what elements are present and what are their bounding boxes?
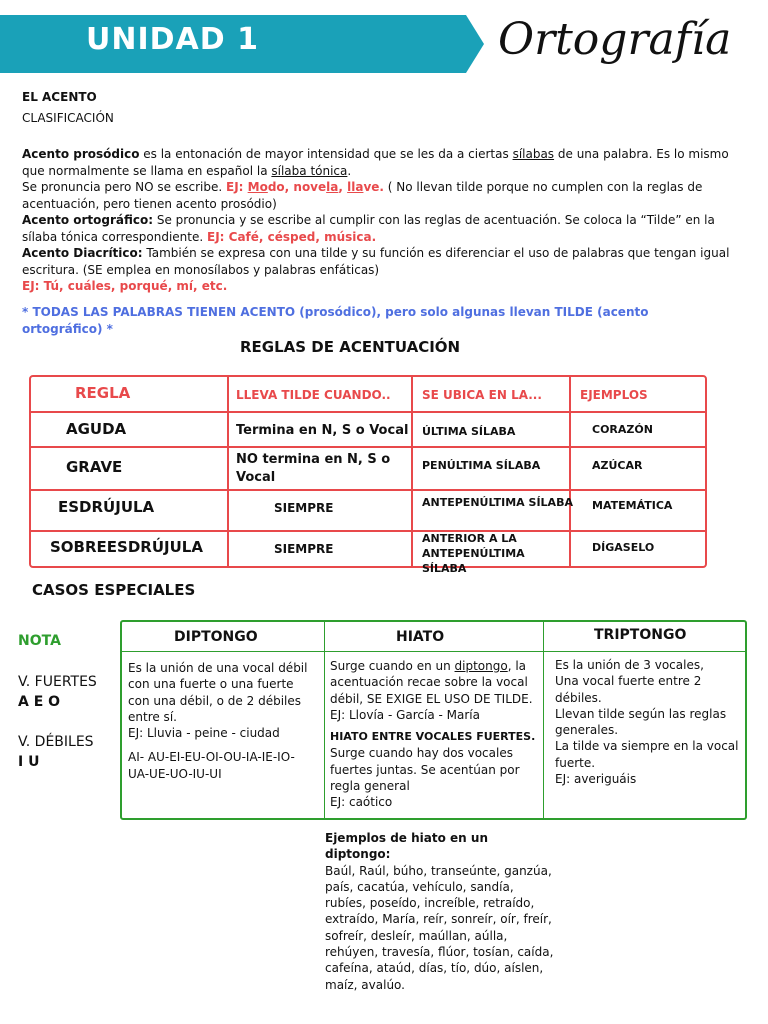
subject-title: Ortografía — [498, 14, 732, 65]
special-cases-title: CASOS ESPECIALES — [32, 581, 196, 599]
hiato-fuertes-text: Surge cuando hay dos vocales fuertes juntas. Se acentúan por regla general — [330, 746, 520, 794]
special-cases-table — [120, 620, 747, 820]
ubica-aguda: ÚLTIMA SÍLABA — [422, 425, 516, 438]
table-divider — [543, 622, 544, 818]
table-divider — [227, 377, 229, 566]
header-tilde: LLEVA TILDE CUANDO.. — [236, 388, 391, 402]
ejemplo-grave: AZÚCAR — [592, 459, 643, 472]
table-divider — [31, 489, 705, 491]
fuertes-value: A E O — [18, 694, 61, 710]
hiato-text — [330, 658, 536, 707]
prosodico-text-2: de una palabra. Es lo mismo que normalmente se llama en español la — [22, 147, 729, 178]
diptongo-body — [128, 660, 314, 782]
header-ubica: SE UBICA EN LA... — [422, 388, 542, 402]
hiato-examples-title: Ejemplos de hiato en un diptongo: — [325, 831, 488, 862]
header-regla: REGLA — [75, 384, 131, 402]
tilde-aguda: Termina en N, S o Vocal — [236, 423, 409, 438]
hiato-title: HIATO — [396, 629, 445, 645]
pronuncia-note: ( No llevan tilde porque no cumplen con la reglas de acentuación, pero tienen acento prosódio) — [22, 180, 703, 211]
hiato-examples — [325, 830, 555, 993]
regla-aguda: AGUDA — [66, 420, 127, 438]
diacritico-label: Acento Diacrítico: — [22, 246, 143, 260]
diptongo-text: Es la unión de una vocal débil con una fuerte o una fuerte con una débil, o de 2 débiles entre sí. — [128, 661, 308, 724]
prosodico-silabas: sílabas — [512, 147, 555, 161]
ubica-sobreesdrujula: ANTERIOR A LA ANTEPENÚLTIMA SÍLABA — [422, 532, 525, 575]
tilde-grave: NO termina en N, S o Vocal — [236, 452, 391, 485]
hiato-diptongo-word: diptongo — [454, 659, 508, 673]
topic-heading: EL ACENTO — [22, 90, 97, 104]
header-ejemplos: EJEMPLOS — [580, 388, 648, 402]
hiato-examples-text: Baúl, Raúl, búho, transeúnte, ganzúa, país, cacatúa, vehículo, sandía, rubíes, poseído, increíble, retraído, extraído, María, reír, sonreír, oír, freír, sofreír, desleír, maúllan, aúlla, rehúyen, travesía, flúor, tosían, caída, cafeína, ataúd, días, tío, dúo, aíslen, maíz, avalúo. — [325, 863, 554, 992]
accent-note: * TODAS LAS PALABRAS TIENEN ACENTO (prosódico), pero solo algunas llevan TILDE (acento ortográfico) * — [22, 305, 649, 336]
ortografico-label: Acento ortográfico: — [22, 213, 154, 227]
diacritico-example: EJ: Tú, cuáles, porqué, mí, etc. — [22, 279, 228, 293]
diptongo-combos: AI- AU-EI-EU-OI-OU-IA-IE-IO-UA-UE-UO-IU-UI — [128, 750, 295, 781]
triptongo-line: Llevan tilde según las reglas generales. — [555, 706, 727, 738]
ubica-esdrujula: ANTEPENÚLTIMA SÍLABA — [422, 496, 573, 509]
pronuncia-examples — [226, 180, 384, 194]
rules-title: REGLAS DE ACENTUACIÓN — [240, 338, 461, 356]
note-label: NOTA — [18, 633, 61, 649]
ejemplo-esdrujula: MATEMÁTICA — [592, 499, 673, 512]
hiato-body — [330, 658, 536, 811]
fuertes-label: V. FUERTES — [18, 674, 97, 690]
rules-table — [29, 375, 707, 575]
triptongo-body — [555, 657, 739, 787]
unit-title: UNIDAD 1 — [86, 22, 259, 57]
hiato-fuertes-example: EJ: caótico — [330, 795, 393, 810]
table-divider — [122, 651, 745, 652]
diacritico-text: También se expresa con una tilde y su función es diferenciar el uso de palabras que tengan igual escritura. (SE emplea en monosílabos y palabras enfáticas) — [22, 246, 730, 277]
triptongo-line: Es la unión de 3 vocales, — [555, 658, 704, 672]
prosodico-text-3: . — [347, 163, 352, 178]
triptongo-title: TRIPTONGO — [594, 627, 687, 643]
hiato-text-1: Surge cuando en un — [330, 659, 455, 673]
diptongo-example: EJ: Lluvia - peine - ciudad — [128, 726, 280, 741]
debiles-label: V. DÉBILES — [18, 734, 94, 750]
silaba-tonica: sílaba tónica — [271, 163, 348, 178]
table-divider — [31, 530, 705, 532]
triptongo-line: Una vocal fuerte entre 2 débiles. — [555, 674, 702, 705]
ej-lla: lla — [347, 180, 364, 194]
ejemplo-aguda: CORAZÓN — [592, 423, 653, 436]
pronuncia-text: Se pronuncia pero NO se escribe. — [22, 180, 226, 194]
triptongo-line: La tilde va siempre en la vocal fuerte. — [555, 739, 739, 770]
tilde-sobreesdrujula: SIEMPRE — [274, 542, 334, 556]
ej-mo: Mo — [247, 180, 268, 194]
hiato-text-2: , la acentuación recae sobre la vocal débil, SE EXIGE EL USO DE TILDE. — [330, 659, 533, 706]
ortografico-text: Se pronuncia y se escribe al cumplir con las reglas de acentuación. Se coloca la “Tilde” en la sílaba tónica correspondiente. — [22, 213, 715, 244]
table-divider — [569, 377, 571, 566]
classification-label: CLASIFICACIÓN — [22, 111, 114, 125]
table-divider — [31, 411, 705, 413]
regla-esdrujula: ESDRÚJULA — [58, 498, 155, 516]
table-divider — [411, 377, 413, 566]
debiles-value: I U — [18, 754, 40, 770]
prosodico-text: es la entonación de mayor intensidad que se les da a ciertas — [139, 147, 513, 161]
diptongo-title: DIPTONGO — [174, 629, 258, 645]
ortografico-example: EJ: Café, césped, música. — [207, 229, 377, 244]
hiato-fuertes-title: HIATO ENTRE VOCALES FUERTES. — [330, 730, 536, 744]
hiato-example: EJ: Llovía - García - María — [330, 707, 480, 722]
regla-grave: GRAVE — [66, 458, 123, 476]
accent-definitions — [22, 146, 732, 295]
ej-label: EJ: — [226, 180, 248, 194]
ubica-grave: PENÚLTIMA SÍLABA — [422, 459, 541, 472]
ej-ve: ve. — [363, 180, 384, 194]
table-divider — [324, 622, 325, 818]
regla-sobreesdrujula: SOBREESDRÚJULA — [50, 538, 203, 556]
tilde-esdrujula: SIEMPRE — [274, 501, 334, 515]
ej-la: la — [326, 180, 339, 194]
ejemplo-sobreesdrujula: DÍGASELO — [592, 541, 655, 554]
triptongo-line: EJ: averiguáis — [555, 772, 637, 787]
table-divider — [31, 446, 705, 448]
prosodico-label: Acento prosódico — [22, 147, 140, 161]
ej-do: do, nove — [267, 180, 327, 194]
ej-comma: , — [338, 180, 348, 194]
